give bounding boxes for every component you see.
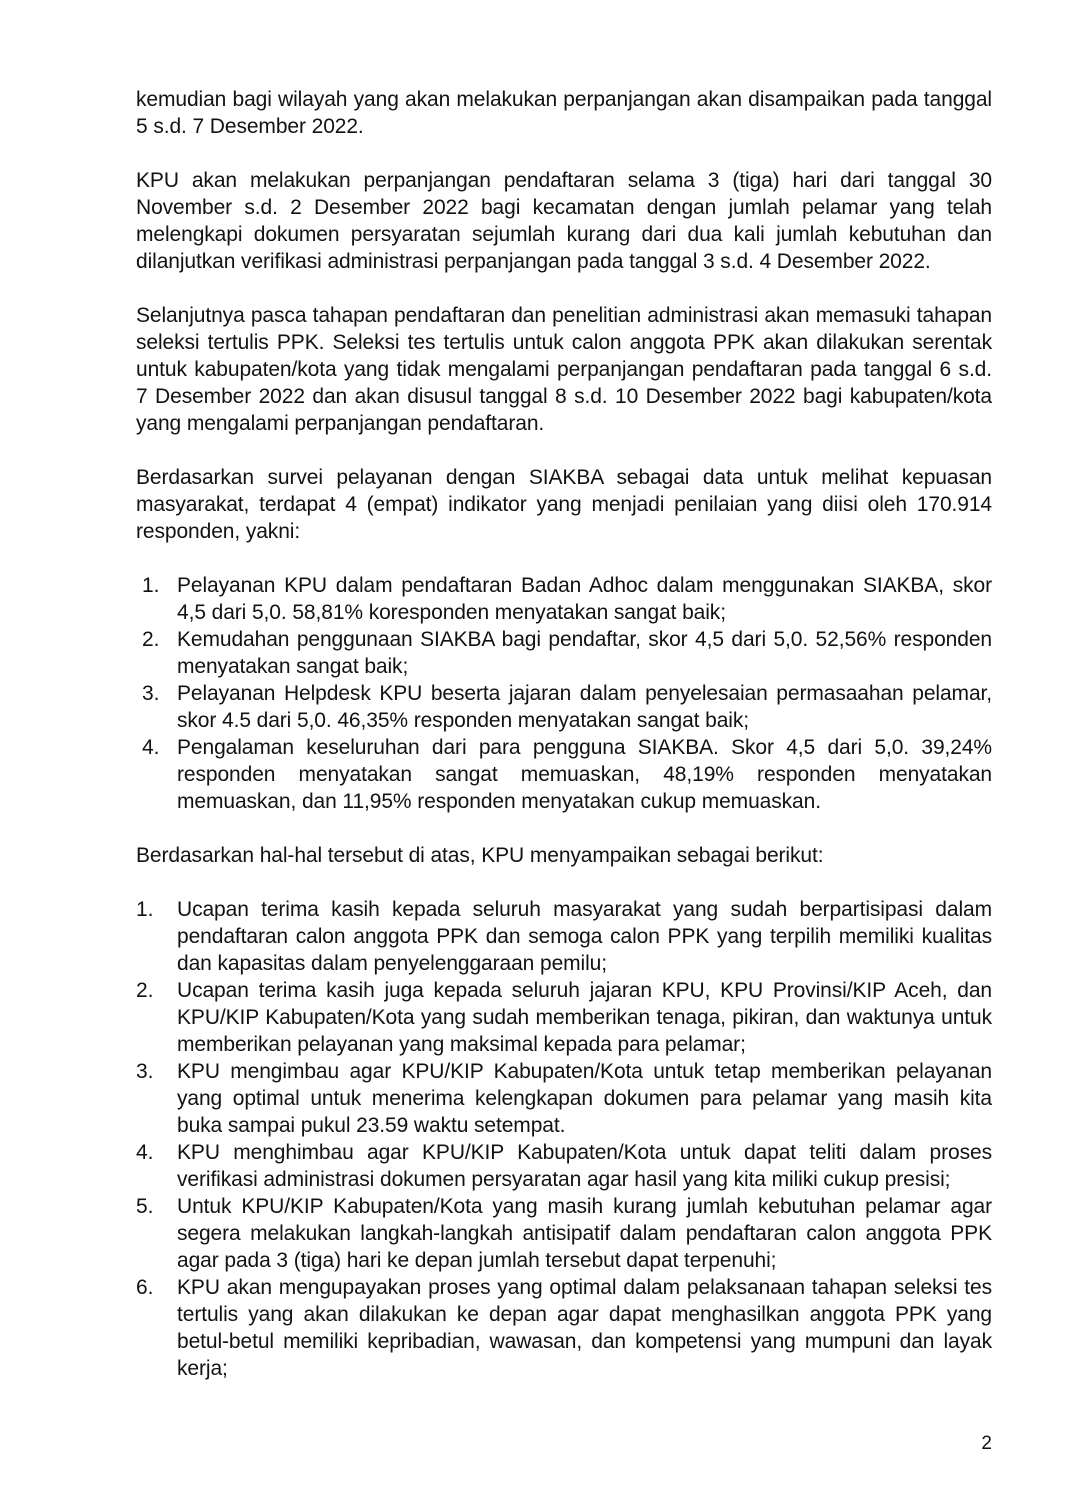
list-item-text: Kemudahan penggunaan SIAKBA bagi pendaftar, skor 4,5 dari 5,0. 52,56% responden menyatakan sangat baik; — [177, 628, 992, 678]
list-item-number: 3. — [136, 1060, 154, 1083]
list-item-text: Ucapan terima kasih juga kepada seluruh jajaran KPU, KPU Provinsi/KIP Aceh, dan KPU/KIP Kabupaten/Kota yang sudah memberikan tenaga, pikiran, dan waktunya untuk memberikan pelayanan yang maksimal kepada para pelamar; — [177, 979, 992, 1056]
paragraph-penutup-intro: Berdasarkan hal-hal tersebut di atas, KPU menyampaikan sebagai berikut: — [136, 844, 824, 867]
list-item — [136, 1058, 992, 1139]
paragraph-perpanjangan-wilayah: kemudian bagi wilayah yang akan melakukan perpanjangan akan disampaikan pada tanggal 5 s.d. 7 Desember 2022. — [136, 88, 992, 138]
list-item-text: Untuk KPU/KIP Kabupaten/Kota yang masih kurang jumlah kebutuhan pelamar agar segera melakukan langkah-langkah antisipatif dalam pendaftaran calon anggota PPK agar pada 3 (tiga) hari ke depan jumlah tersebut dapat terpenuhi; — [177, 1195, 992, 1272]
list-item-number: 4. — [142, 736, 160, 759]
list-item-number: 1. — [136, 898, 154, 921]
list-item — [136, 1193, 992, 1274]
list-item — [136, 896, 992, 977]
paragraph-perpanjangan-pendaftaran: KPU akan melakukan perpanjangan pendaftaran selama 3 (tiga) hari dari tanggal 30 November s.d. 2 Desember 2022 bagi kecamatan dengan jumlah pelamar yang telah melengkapi dokumen persyaratan sejumlah kurang dari dua kali jumlah kebutuhan dan dilanjutkan verifikasi administrasi perpanjangan pada tanggal 3 s.d. 4 Desember 2022. — [136, 169, 992, 273]
list-item-text: KPU menghimbau agar KPU/KIP Kabupaten/Kota untuk dapat teliti dalam proses verifikasi administrasi dokumen persyaratan agar hasil yang kita miliki cukup presisi; — [177, 1141, 992, 1191]
list-item-text: Pelayanan Helpdesk KPU beserta jajaran dalam penyelesaian permasaahan pelamar, skor 4.5 dari 5,0. 46,35% responden menyatakan sangat baik; — [177, 682, 992, 732]
list-item-number: 5. — [136, 1195, 154, 1218]
paragraph-seleksi-tertulis: Selanjutnya pasca tahapan pendaftaran dan penelitian administrasi akan memasuki tahapan seleksi tertulis PPK. Seleksi tes tertulis untuk calon anggota PPK akan dilakukan serentak untuk kabupaten/kota yang tidak mengalami perpanjangan pendaftaran pada tanggal 6 s.d. 7 Desember 2022 dan akan disusul tanggal 8 s.d. 10 Desember 2022 bagi kabupaten/kota yang mengalami perpanjangan pendaftaran. — [136, 304, 992, 435]
page-number: 2 — [981, 1433, 992, 1454]
list-item-text: Pelayanan KPU dalam pendaftaran Badan Adhoc dalam menggunakan SIAKBA, skor 4,5 dari 5,0. 58,81% koresponden menyatakan sangat baik; — [177, 574, 992, 624]
list-item — [136, 626, 992, 680]
list-item-number: 2. — [142, 628, 160, 651]
paragraph-survei-siakba: Berdasarkan survei pelayanan dengan SIAKBA sebagai data untuk melihat kepuasan masyarakat, terdapat 4 (empat) indikator yang menjadi penilaian yang diisi oleh 170.914 responden, yakni: — [136, 466, 992, 543]
list-item-number: 4. — [136, 1141, 154, 1164]
list-item-number: 3. — [142, 682, 160, 705]
list-item-text: KPU akan mengupayakan proses yang optimal dalam pelaksanaan tahapan seleksi tes tertulis yang akan dilakukan ke depan agar dapat menghasilkan anggota PPK yang betul-betul memiliki kepribadian, wawasan, dan kompetensi yang mumpuni dan layak kerja; — [177, 1276, 992, 1380]
list-item-text: KPU mengimbau agar KPU/KIP Kabupaten/Kota untuk tetap memberikan pelayanan yang optimal untuk menerima kelengkapan dokumen para pelamar yang masih kita buka sampai pukul 23.59 waktu setempat. — [177, 1060, 992, 1137]
list-item — [136, 1274, 992, 1382]
list-item — [136, 572, 992, 626]
list-item — [136, 1139, 992, 1193]
list-item-number: 1. — [142, 574, 160, 597]
list-item — [136, 680, 992, 734]
list-item — [136, 977, 992, 1058]
list-item-text: Pengalaman keseluruhan dari para pengguna SIAKBA. Skor 4,5 dari 5,0. 39,24% responden menyatakan sangat memuaskan, 48,19% responden menyatakan memuaskan, dan 11,95% responden menyatakan cukup memuaskan. — [177, 736, 992, 813]
page-content — [136, 86, 992, 1382]
statement-list — [136, 896, 992, 1382]
list-item-number: 6. — [136, 1276, 154, 1299]
list-item-number: 2. — [136, 979, 154, 1002]
list-item-text: Ucapan terima kasih kepada seluruh masyarakat yang sudah berpartisipasi dalam pendaftaran calon anggota PPK dan semoga calon PPK yang terpilih memiliki kualitas dan kapasitas dalam penyelenggaraan pemilu; — [177, 898, 992, 975]
indicator-list — [136, 572, 992, 815]
list-item — [136, 734, 992, 815]
